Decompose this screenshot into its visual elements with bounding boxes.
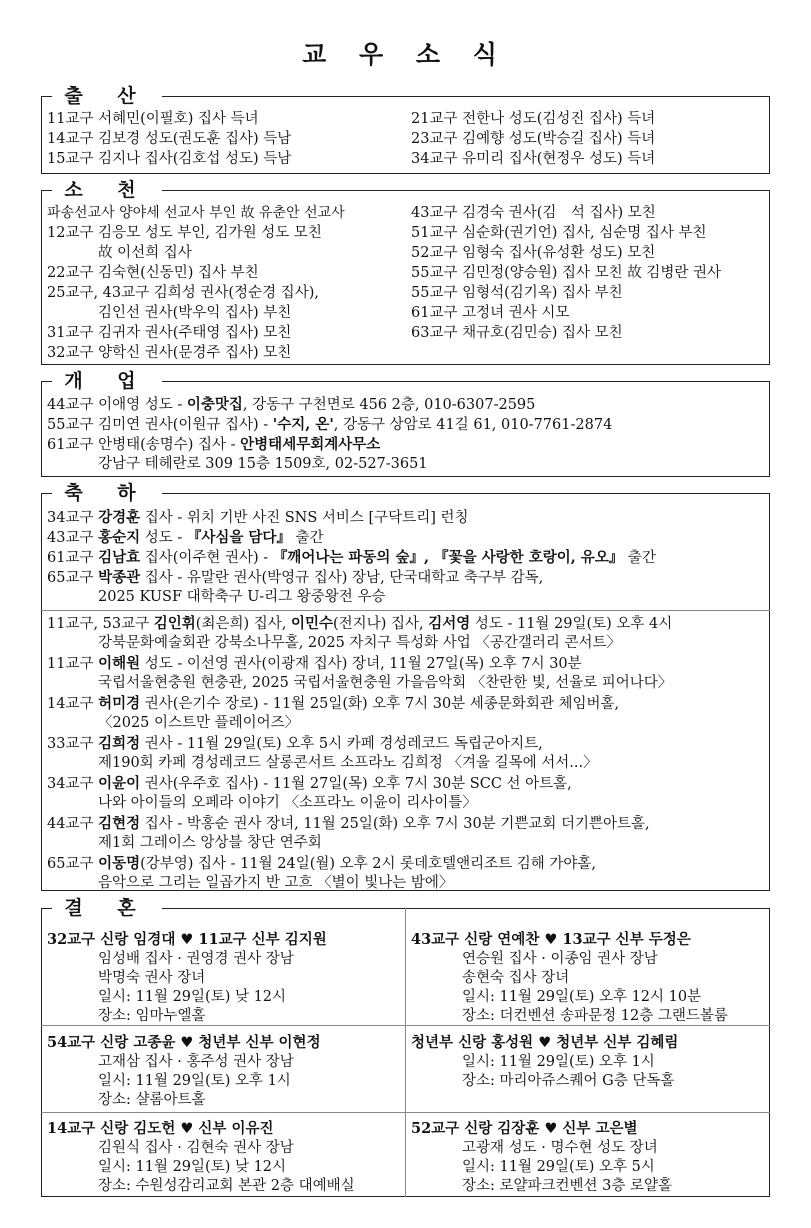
death-item: 43교구 김경숙 권사(김 석 집사) 모친 [411, 205, 656, 221]
congrats-item: 제190회 카페 경성레코드 살롱콘서트 소프라노 김희정 〈겨울 길목에 서서...〉 [98, 755, 598, 771]
opening-item: 강남구 테헤란로 309 15층 1509호, 02-527-3651 [98, 456, 428, 472]
death-item: 55교구 임형석(김기옥) 집사 부친 [411, 285, 623, 301]
congrats-item: 14교구 허미경 권사(은기수 장로) - 11월 25일(화) 오후 7시 30분 세종문화회관 체임버홀, [47, 695, 620, 712]
wedding-couple: 52교구 신랑 김장훈 ♥ 신부 고은별 [411, 1120, 638, 1137]
wedding-detail: 일시: 11월 29일(토) 오후 12시 10분 [462, 989, 702, 1005]
wedding-detail: 장소: 임마누엘홀 [98, 1008, 206, 1024]
wedding-detail: 일시: 11월 29일(토) 오후 5시 [462, 1159, 655, 1175]
wedding-heading: 결 혼 [52, 896, 162, 920]
congrats-item: 2025 KUSF 대학축구 U-리그 왕중왕전 우승 [98, 589, 386, 605]
birth-item: 23교구 김예향 성도(박승길 집사) 득녀 [411, 131, 656, 147]
congrats-item: 음악으로 그리는 일곱가지 반 고흐 〈별이 빛나는 밤에〉 [98, 875, 454, 891]
wedding-couple: 청년부 신랑 홍성원 ♥ 청년부 신부 김혜림 [411, 1034, 679, 1051]
opening-heading: 개 업 [52, 369, 162, 393]
wedding-detail: 일시: 11월 29일(토) 낮 12시 [98, 1159, 287, 1175]
wedding-couple: 32교구 신랑 임경대 ♥ 11교구 신부 김지원 [47, 931, 327, 948]
wedding-detail: 고광재 성도 · 명수현 성도 장녀 [462, 1140, 658, 1156]
death-item: 12교구 김응모 성도 부인, 김가원 성도 모친 [47, 225, 322, 241]
congrats-item: 11교구 이해원 성도 - 이선영 권사(이광재 집사) 장녀, 11월 27일(목) 오후 7시 30분 [47, 655, 582, 672]
death-item: 51교구 심순화(권기언) 집사, 심순명 집사 부친 [411, 225, 707, 241]
death-item: 파송선교사 양야세 선교사 부인 故 유춘안 선교사 [47, 205, 345, 221]
congrats-item: 나와 아이들의 오페라 이야기 〈소프라노 이윤이 리사이틀〉 [98, 795, 477, 811]
death-item: 52교구 임형숙 집사(유성환 성도) 모친 [411, 245, 656, 261]
death-item: 31교구 김귀자 권사(주태영 집사) 모친 [47, 325, 292, 341]
congrats-item: 65교구 박종관 집사 - 유말란 권사(박영규 집사) 장남, 단국대학교 축구부 감독, [47, 569, 544, 586]
opening-item: 61교구 안병태(송명수) 집사 - 안병태세무회계사무소 [47, 436, 381, 453]
congrats-item: 제1회 그레이스 앙상블 창단 연주회 [98, 835, 322, 851]
death-item: 32교구 양학신 권사(문경주 집사) 모친 [47, 345, 292, 361]
congrats-item: 34교구 이윤이 권사(우주호 집사) - 11월 27일(목) 오후 7시 30분 SCC 선 아트홀, [47, 775, 572, 792]
wedding-detail: 장소: 샬롬아트홀 [98, 1092, 206, 1108]
congrats-item: 11교구, 53교구 김인휘(최은희) 집사, 이민수(전지나) 집사, 김서영 성도 - 11월 29일(토) 오후 4시 [47, 615, 673, 632]
congrats-item: 43교구 홍순지 성도 - 『사심을 담다』 출간 [47, 529, 324, 546]
death-heading: 소 천 [52, 178, 162, 202]
congrats-divider [41, 610, 770, 611]
wedding-detail: 장소: 더컨벤션 송파문정 12층 그랜드볼룸 [462, 1008, 728, 1024]
congrats-item: 65교구 이동명(강부영) 집사 - 11월 24일(월) 오후 2시 롯데호텔앤리조트 김해 가야홀, [47, 855, 597, 872]
death-item: 61교구 고정녀 권사 시모 [411, 305, 570, 321]
wedding-detail: 일시: 11월 29일(토) 오후 1시 [462, 1054, 655, 1070]
congrats-item: 61교구 김남효 집사(이주현 권사) - 『깨어나는 파동의 숲』, 『꽃을 사랑한 호랑이, 유오』 출간 [47, 549, 656, 566]
death-item: 故 이선희 집사 [98, 245, 192, 261]
wedding-couple: 43교구 신랑 연예찬 ♥ 13교구 신부 두정은 [411, 931, 691, 948]
congrats-item: 34교구 강경훈 집사 - 위치 기반 사진 SNS 서비스 [구닥트리] 런칭 [47, 509, 469, 526]
congrats-item: 33교구 김희정 권사 - 11월 29일(토) 오후 5시 카페 경성레코드 독립군아지트, [47, 735, 543, 752]
congrats-item: 국립서울현충원 현충관, 2025 국립서울현충원 가을음악회 〈찬란한 빛, 선율로 피어나다〉 [98, 675, 673, 691]
wedding-detail: 연승원 집사 · 이종임 권사 장남 [462, 951, 658, 967]
wedding-detail: 김원식 집사 · 김현숙 권사 장남 [98, 1140, 294, 1156]
congrats-item: 44교구 김현정 집사 - 박홍순 권사 장녀, 11월 25일(화) 오후 7시 30분 기쁜교회 더기쁜아트홀, [47, 815, 650, 832]
wedding-divider [405, 908, 406, 1197]
page-title: 교 우 소 식 [302, 40, 509, 69]
wedding-detail: 장소: 로얄파크컨벤션 3층 로얄홀 [462, 1178, 673, 1194]
wedding-detail: 고재삼 집사 · 홍주성 권사 장남 [98, 1054, 294, 1070]
birth-item: 34교구 유미리 집사(현정우 성도) 득녀 [411, 151, 656, 167]
death-item: 63교구 채규호(김민승) 집사 모친 [411, 325, 623, 341]
birth-item: 11교구 서혜민(이필호) 집사 득녀 [47, 111, 259, 127]
death-item: 25교구, 43교구 김희성 권사(정순경 집사), [47, 285, 319, 301]
death-item: 김인선 권사(박우익 집사) 부친 [98, 305, 292, 321]
birth-item: 14교구 김보경 성도(권도훈 집사) 득남 [47, 131, 292, 147]
congrats-item: 강북문화예술회관 강북소나무홀, 2025 자치구 특성화 사업 〈공간갤러리 콘서트〉 [98, 635, 621, 651]
wedding-detail: 박명숙 권사 장녀 [98, 970, 206, 986]
wedding-detail: 일시: 11월 29일(토) 오후 1시 [98, 1073, 291, 1089]
opening-item: 44교구 이애영 성도 - 이충맛집, 강동구 구천면로 456 2층, 010-6307-2595 [47, 396, 536, 413]
wedding-couple: 14교구 신랑 김도헌 ♥ 신부 이유진 [47, 1120, 274, 1137]
wedding-detail: 임성배 집사 · 권영경 권사 장남 [98, 951, 294, 967]
birth-item: 15교구 김지나 집사(김호섭 성도) 득남 [47, 151, 292, 167]
birth-heading: 출 산 [52, 84, 162, 108]
death-item: 22교구 김숙현(신동민) 집사 부친 [47, 265, 259, 281]
death-item: 55교구 김민정(양승원) 집사 모친 故 김병란 권사 [411, 265, 722, 281]
wedding-detail: 장소: 수원성감리교회 본관 2층 대예배실 [98, 1178, 355, 1194]
wedding-detail: 송현숙 집사 장녀 [462, 970, 570, 986]
opening-item: 55교구 김미연 권사(이원규 집사) - '수지, 온', 강동구 상암로 41길 61, 010-7761-2874 [47, 416, 613, 433]
wedding-divider [41, 1112, 770, 1113]
wedding-detail: 일시: 11월 29일(토) 낮 12시 [98, 989, 287, 1005]
birth-item: 21교구 전한나 성도(김성진 집사) 득녀 [411, 111, 656, 127]
wedding-detail: 장소: 마리아쥬스퀘어 G층 단독홀 [462, 1073, 675, 1089]
congrats-heading: 축 하 [52, 481, 162, 505]
congrats-item: 〈2025 이스트만 플레이어즈〉 [98, 715, 300, 731]
wedding-couple: 54교구 신랑 고종윤 ♥ 청년부 신부 이현정 [47, 1034, 321, 1051]
